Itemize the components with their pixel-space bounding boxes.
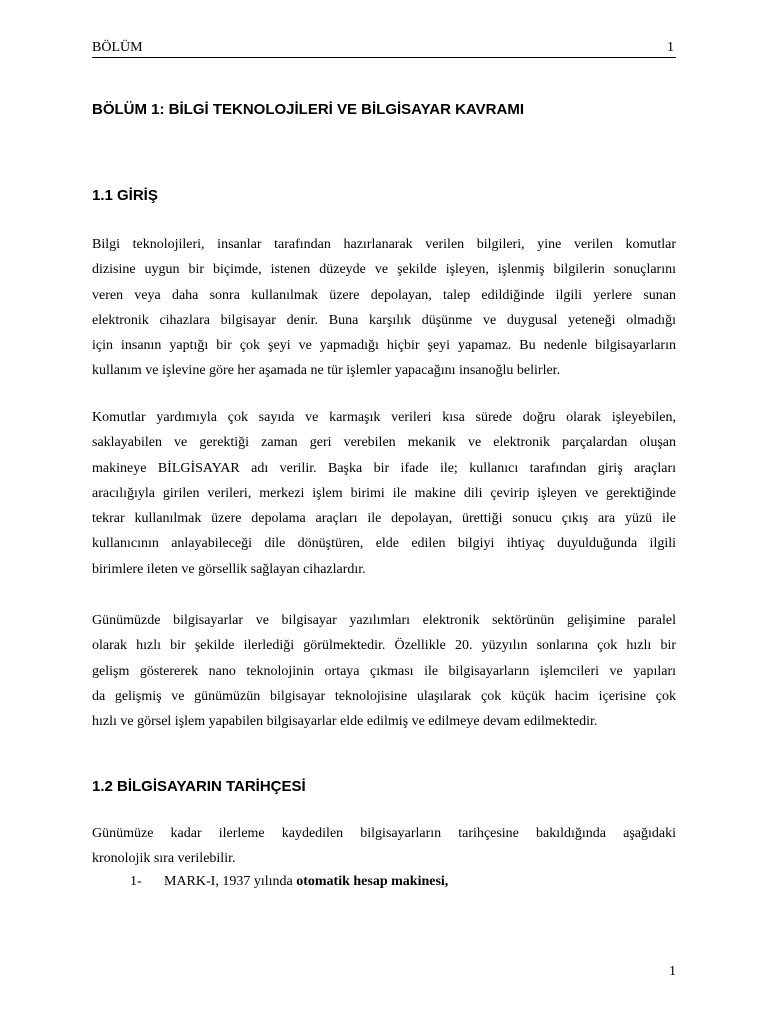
text-line: makineye BİLGİSAYAR adı verilir. Başka bir ifade ile; kullanıcı tarafından giriş araçları xyxy=(92,460,676,476)
text-line: saklayabilen ve gerektiği zaman geri verebilen mekanik ve elektronik parçalardan oluşan xyxy=(92,435,676,451)
text-line: kullanıcının anlayabileceği dile dönüştüren, elde edilen bilgiyi ihtiyaç duyulduğunda ilgili xyxy=(92,536,676,552)
paragraph-intro xyxy=(92,232,676,384)
text-line: hızlı ve görsel işlem yapabilen bilgisayarlar elde edilmiş ve edilmeye devam edilmektedir. xyxy=(92,714,598,730)
paragraph-definition xyxy=(92,405,676,582)
text-line: Bilgi teknolojileri, insanlar tarafından hazırlanarak verilen bilgileri, yine verilen komutlar xyxy=(92,237,676,252)
running-header xyxy=(92,40,676,58)
paragraph-history-intro xyxy=(92,821,676,872)
text-line: birimlere ileten ve görsellik sağlayan cihazlardır. xyxy=(92,561,366,577)
list-item-text: MARK-I, 1937 yılında xyxy=(164,874,297,889)
text-line: olarak hızlı bir şekilde ilerlediği görülmektedir. Özellikle 20. yüzyılın sonlarına çok hızlı bir xyxy=(92,638,676,654)
header-chapter-label: BÖLÜM xyxy=(92,40,143,55)
chapter-title: BÖLÜM 1: BİLGİ TEKNOLOJİLERİ VE BİLGİSAYAR KAVRAMI xyxy=(92,101,524,118)
section-heading-giris: 1.1 GİRİŞ xyxy=(92,187,158,204)
text-line: Günümüzde bilgisayarlar ve bilgisayar yazılımları elektronik sektörünün gelişimine paralel xyxy=(92,613,676,628)
text-line: aracılığıyla girilen verileri, merkezi işlem birimi ile makine dili çevirip işleyen ve gerektiğinde xyxy=(92,485,676,501)
header-page-number: 1 xyxy=(667,40,674,55)
text-line: Komutlar yardımıyla çok sayıda ve karmaşık verileri kısa sürede doğru olarak işleyebilen, xyxy=(92,410,676,425)
paragraph-today xyxy=(92,608,676,734)
text-line: kullanım ve işlevine göre her aşamada ne tür işlemler yapacağını insanoğlu belirler. xyxy=(92,363,561,379)
text-line: da gelişmiş ve günümüzün bilgisayar teknolojisine ulaşılarak çok küçük hacim içerisine çok xyxy=(92,688,676,704)
text-line: için insanın yaptığı bir çok şeyi ve yapmadığı hiçbir şeyi yapamaz. Bu nedenle bilgisayarların xyxy=(92,338,676,354)
text-line: veren veya daha sonra kullanılmak üzere depolayan, talep edildiğinde ilgili yerlere sunan xyxy=(92,287,676,303)
text-line: kronolojik sıra verilebilir. xyxy=(92,851,236,867)
list-item-bold-text: otomatik hesap makinesi, xyxy=(296,874,449,889)
text-line: gelişm göstererek nano teknolojinin ortaya çıkması ile bilgisayarların işlemcileri ve yapıları xyxy=(92,663,676,679)
text-line: dizisine uygun bir biçimde, istenen düzeyde ve şekilde işleyen, işlenmiş bilgilerin sonuçlarını xyxy=(92,262,676,278)
text-line: tekrar kullanılmak üzere depolama araçları ile depolayan, ürettiği sonucu çıkış ara yüzü ile xyxy=(92,511,676,527)
text-line: elektronik cihazlara bilgisayar denir. Buna karşılık düşünme ve duygusal yeteneği olmadığı xyxy=(92,312,676,328)
list-item-number: 1- xyxy=(130,874,142,889)
section-heading-tarihce: 1.2 BİLGİSAYARIN TARİHÇESİ xyxy=(92,778,306,795)
footer-page-number: 1 xyxy=(669,964,676,979)
text-line: Günümüze kadar ilerleme kaydedilen bilgisayarların tarihçesine bakıldığında aşağıdaki xyxy=(92,826,676,841)
list-item xyxy=(130,872,448,892)
